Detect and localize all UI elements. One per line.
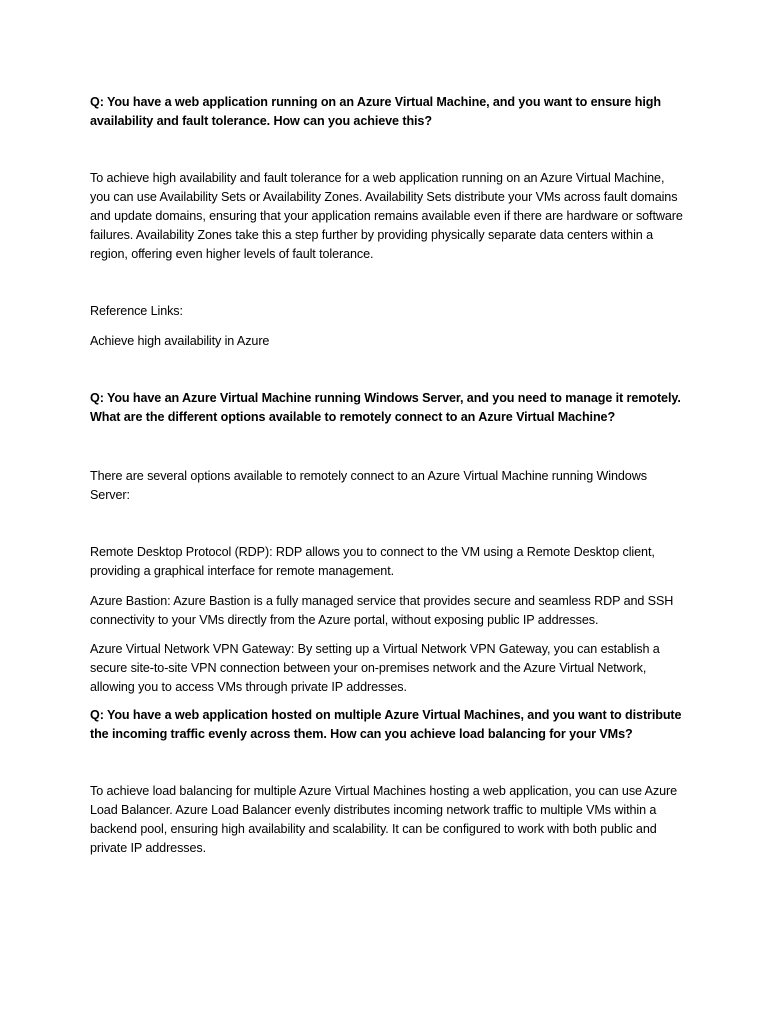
option-vpn-gateway: Azure Virtual Network VPN Gateway: By setting up a Virtual Network VPN Gateway, you can establish a secure site-to-site VPN connection between your on-premises network and the Azure Virtual Network, allowing you to access VMs through private IP addresses. — [90, 642, 660, 694]
question-2: Q: You have an Azure Virtual Machine running Windows Server, and you need to manage it remotely. What are the different options available to remotely connect to an Azure Virtual Machine? — [90, 391, 681, 424]
answer-3: To achieve load balancing for multiple Azure Virtual Machines hosting a web application, you can use Azure Load Balancer. Azure Load Balancer evenly distributes incoming network traffic to multiple VMs within a backend pool, ensuring high availability and scalability. It can be configured to work with both public and private IP addresses. — [90, 784, 678, 855]
reference-heading: Reference Links: — [90, 304, 183, 318]
option-rdp: Remote Desktop Protocol (RDP): RDP allows you to connect to the VM using a Remote Desktop client, providing a graphical interface for remote management. — [90, 545, 655, 578]
question-3: Q: You have a web application hosted on multiple Azure Virtual Machines, and you want to distribute the incoming traffic evenly across them. How can you achieve load balancing for your VMs? — [90, 708, 682, 741]
reference-link: Achieve high availability in Azure — [90, 334, 270, 348]
option-bastion: Azure Bastion: Azure Bastion is a fully managed service that provides secure and seamless RDP and SSH connectivity to your VMs directly from the Azure portal, without exposing public IP addresses. — [90, 594, 674, 627]
question-1: Q: You have a web application running on an Azure Virtual Machine, and you want to ensure high availability and fault tolerance. How can you achieve this? — [90, 95, 661, 128]
answer-1: To achieve high availability and fault tolerance for a web application running on an Azure Virtual Machine, you can use Availability Sets or Availability Zones. Availability Sets distribute your VMs across fault domains and update domains, ensuring that your application remains available even if there are hardware or software failures. Availability Zones take this a step further by providing physically separate data centers within a region, offering even higher levels of fault tolerance. — [90, 171, 683, 261]
answer-2-intro: There are several options available to remotely connect to an Azure Virtual Machine running Windows Server: — [90, 469, 647, 502]
